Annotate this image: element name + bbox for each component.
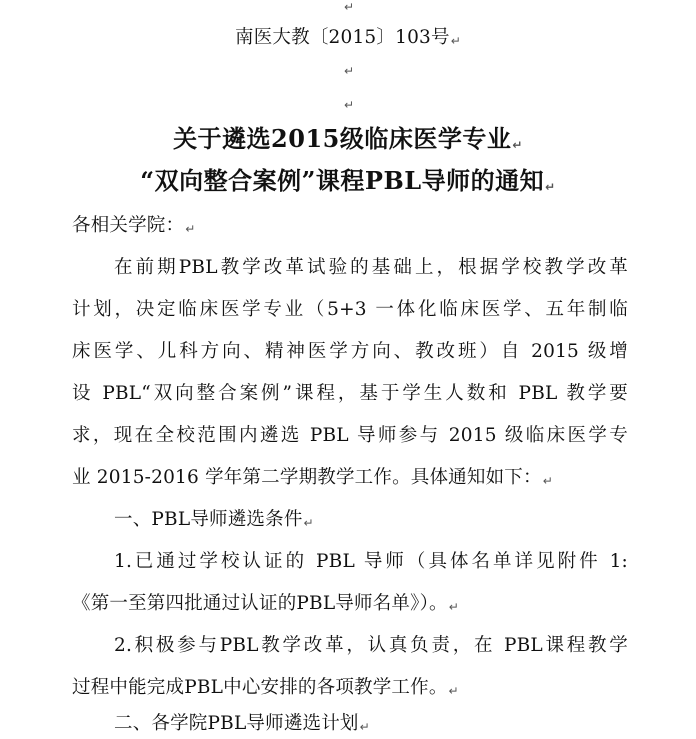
paragraph-mark: ↵ (359, 720, 370, 734)
paragraph-line: 在前期PBL教学改革试验的基础上，根据学校教学改革 (114, 257, 628, 278)
paragraph-line: 计划，决定临床医学专业（5+3 一体化临床医学、五年制临 (72, 299, 628, 320)
paragraph-line: 设 PBL“双向整合案例”课程，基于学生人数和 PBL 教学要 (72, 383, 628, 404)
list-item-line: 过程中能完成PBL中心安排的各项教学工作。 (72, 677, 448, 698)
section-2-heading: 二、各学院PBL导师遴选计划 (114, 713, 359, 734)
page-title (0, 166, 696, 202)
list-item-line: 2.积极参与PBL教学改革，认真负责，在 PBL课程教学 (114, 635, 628, 656)
doc-number-text: 南医大教〔2015〕103号 (235, 27, 450, 48)
salutation (72, 214, 195, 241)
paragraph-mark: ↵ (344, 0, 355, 14)
list-item-line-last (72, 592, 459, 619)
paragraph-mark: ↵ (448, 600, 459, 614)
section-heading (114, 712, 370, 739)
paragraph-mark: ↵ (512, 138, 523, 152)
list-item-line-last (72, 676, 459, 703)
paragraph-mark: ↵ (545, 180, 556, 194)
paragraph-mark: ↵ (542, 474, 553, 488)
list-item-line: 1.已通过学校认证的 PBL 导师（具体名单详见附件 1: (114, 551, 628, 572)
section-1-heading: 一、PBL导师遴选条件 (114, 509, 303, 530)
paragraph-mark: ↵ (448, 684, 459, 698)
title-line-2: “双向整合案例”课程PBL导师的通知 (140, 166, 545, 195)
doc-number (0, 26, 696, 53)
paragraph-mark: ↵ (344, 64, 355, 78)
paragraph-line: 业 2015-2016 学年第二学期教学工作。具体通知如下： (72, 467, 542, 488)
paragraph-line: 求，现在全校范围内遴选 PBL 导师参与 2015 级临床医学专 (72, 425, 628, 446)
paragraph-line-last (72, 466, 553, 493)
paragraph-line: 床医学、儿科方向、精神医学方向、教改班）自 2015 级增 (72, 341, 628, 362)
section-heading (114, 508, 314, 535)
salutation-text: 各相关学院： (72, 215, 185, 236)
paragraph-mark: ↵ (344, 98, 355, 112)
paragraph-mark: ↵ (450, 34, 461, 48)
page-title (0, 124, 696, 160)
paragraph-mark: ↵ (303, 516, 314, 530)
paragraph-mark: ↵ (185, 222, 196, 236)
title-line-1: 关于遴选2015级临床医学专业 (173, 124, 512, 153)
list-item-line: 《第一至第四批通过认证的PBL导师名单》）。 (72, 593, 448, 614)
